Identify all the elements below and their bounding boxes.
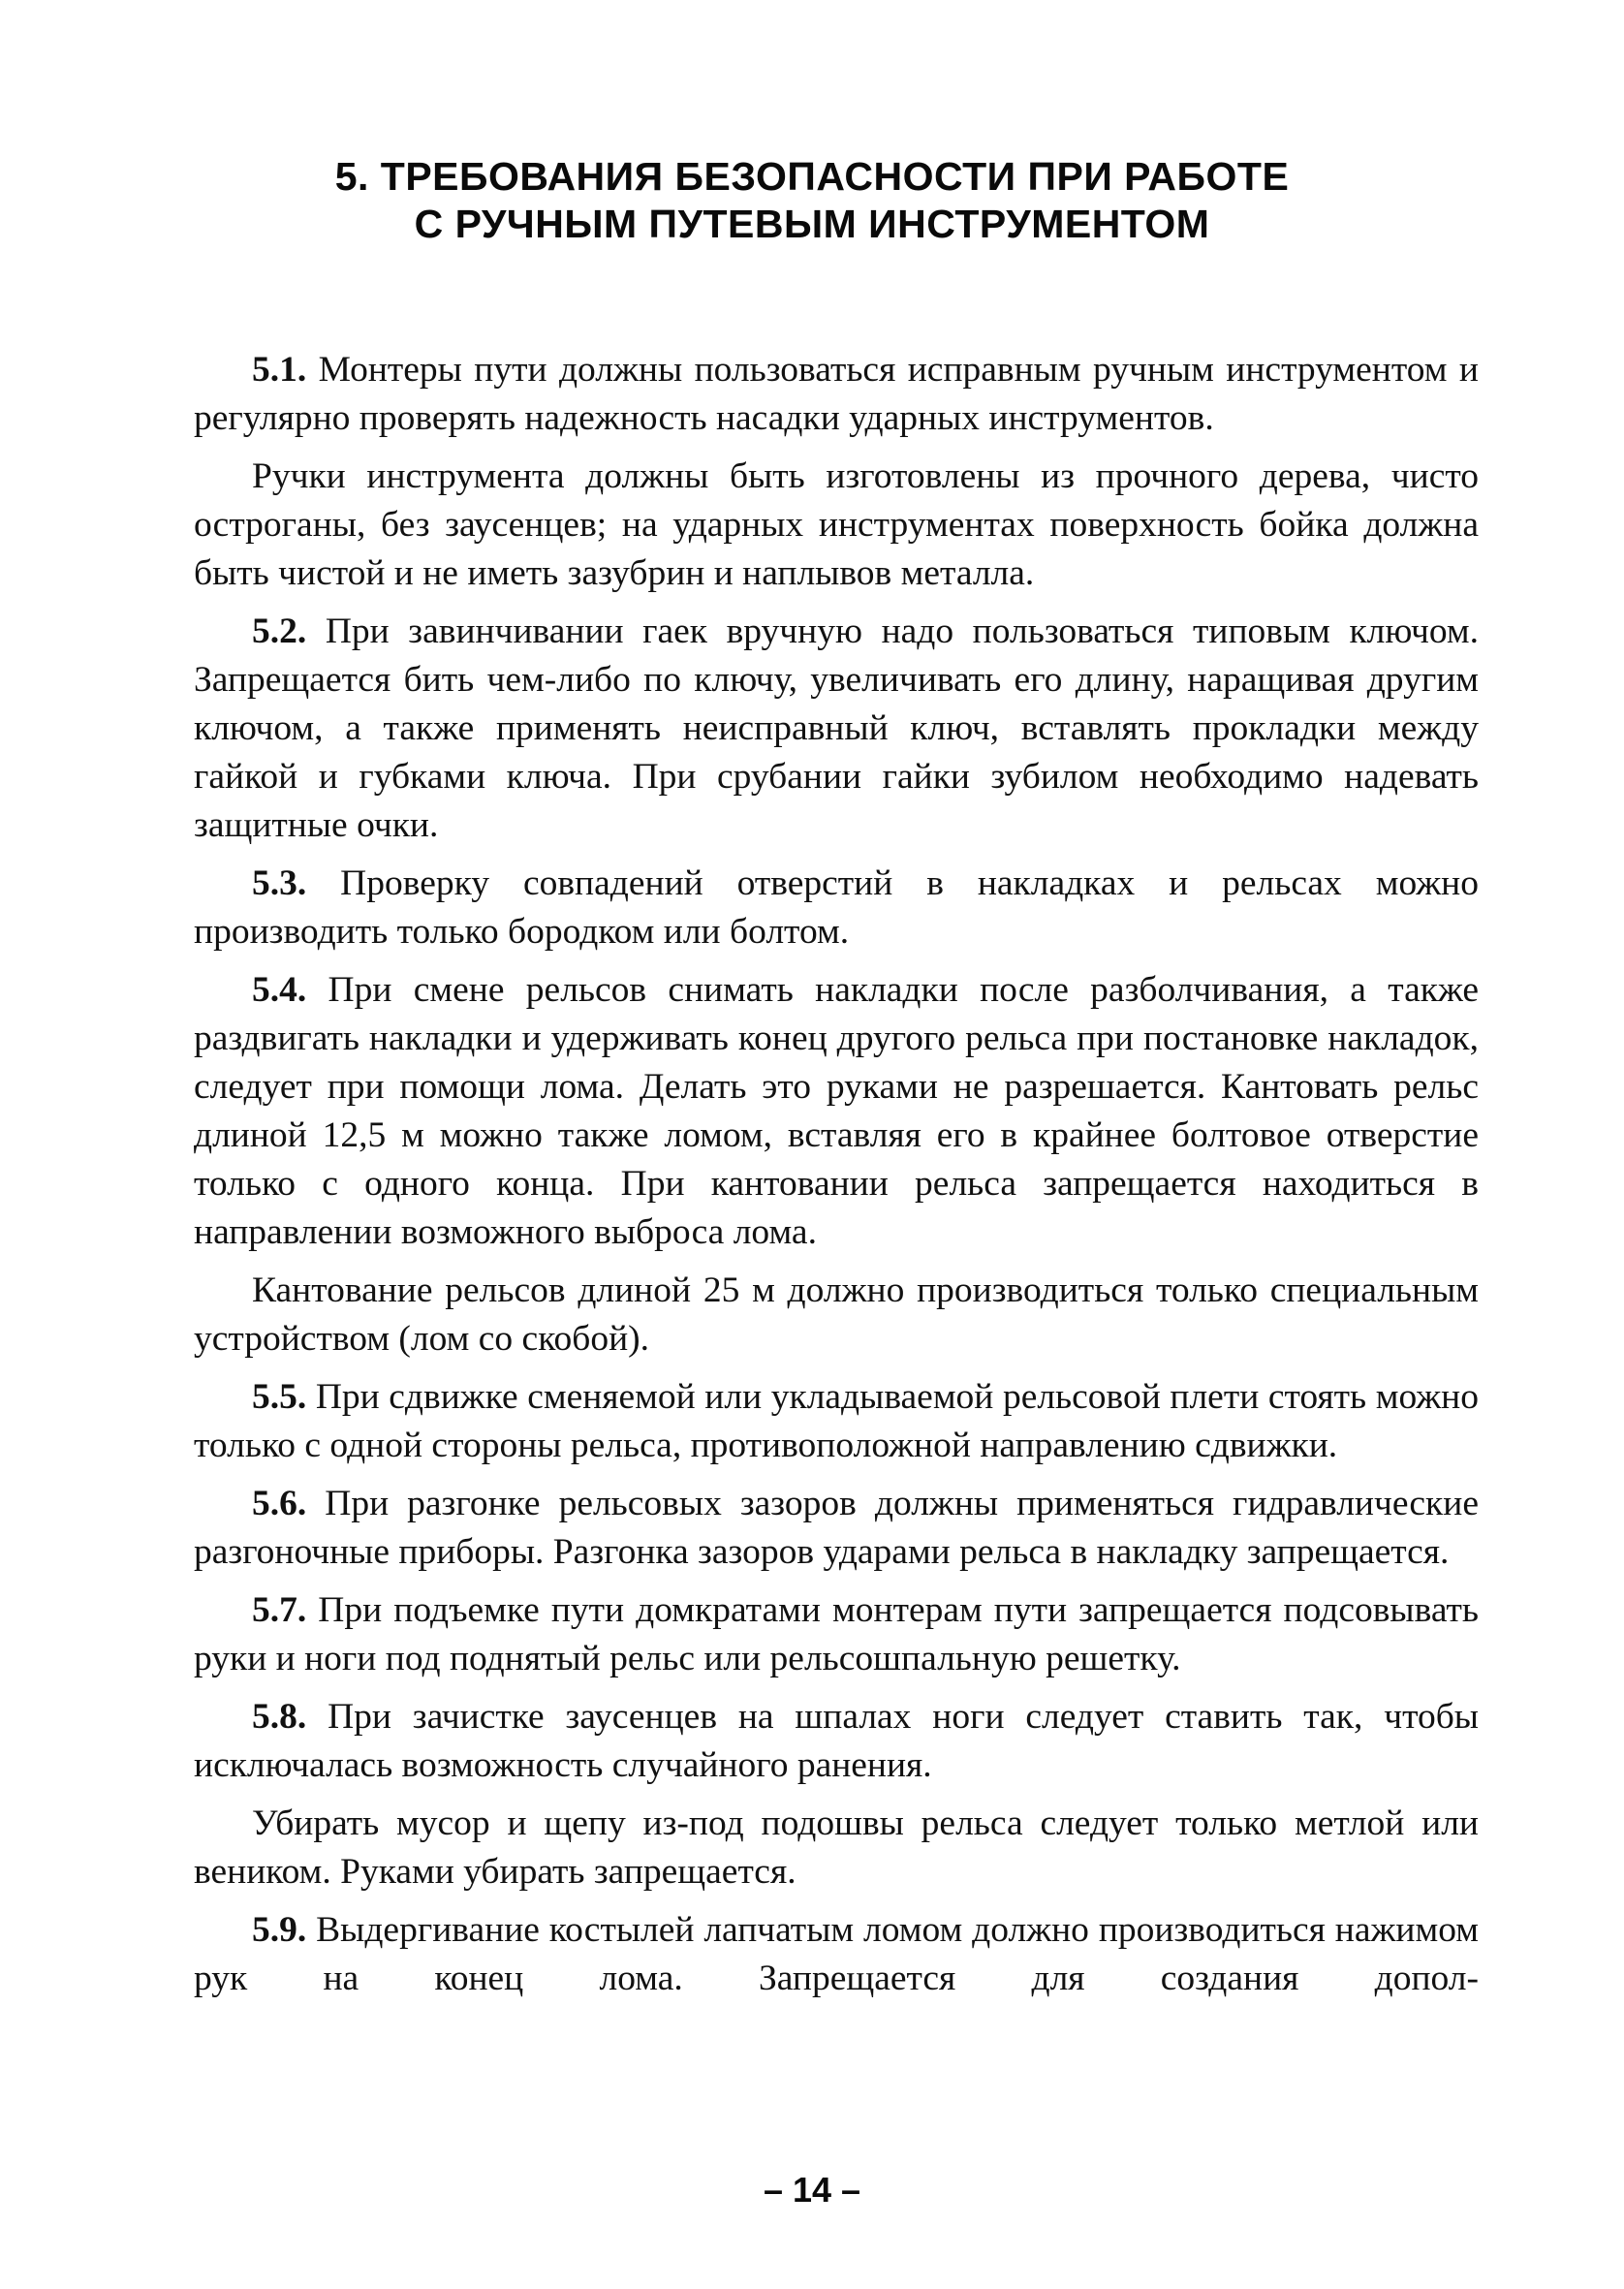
page-number: – 14 – [763, 2170, 861, 2210]
paragraph-text: При сдвижке сменяемой или укладываемой рельсовой плети стоять можно только с одной стороны рельса, противоположной направлению сдвижки. [194, 1377, 1479, 1465]
body-text [194, 346, 1479, 2013]
clause-number: 5.8. [252, 1697, 307, 1737]
paragraph-text: При завинчивании гаек вручную надо пользоваться типовым ключом. Запрещается бить чем-либо по ключу, увеличивать его длину, наращивая другим ключом, а также применять неисправный ключ, вставлять прокладки между гайкой и губками ключа. При срубании гайки зубилом необходимо надевать защитные очки. [194, 611, 1479, 845]
heading-line-2: С РУЧНЫМ ПУТЕВЫМ ИНСТРУМЕНТОМ [414, 202, 1210, 246]
paragraph-5-8-debris [194, 1800, 1479, 1897]
clause-number: 5.1. [252, 350, 307, 390]
paragraph-5-4 [194, 966, 1479, 1257]
paragraph-text: При зачистке заусенцев на шпалах ноги следует ставить так, чтобы исключалась возможность случайного ранения. [194, 1697, 1479, 1785]
paragraph-5-4-long-rails [194, 1267, 1479, 1364]
paragraph-5-2 [194, 608, 1479, 850]
clause-number: 5.3. [252, 863, 307, 903]
paragraph-text: При подъемке пути домкратами монтерам пути запрещается подсовывать руки и ноги под поднятый рельс или рельсошпальную решетку. [194, 1590, 1479, 1678]
paragraph-text: Убирать мусор и щепу из-под подошвы рельса следует только метлой или веником. Руками убирать запрещается. [194, 1803, 1479, 1892]
paragraph-text: Кантование рельсов длиной 25 м должно производиться только специальным устройством (лом со скобой). [194, 1270, 1479, 1359]
paragraph-5-6 [194, 1480, 1479, 1577]
heading-line-1: 5. ТРЕБОВАНИЯ БЕЗОПАСНОСТИ ПРИ РАБОТЕ [334, 154, 1290, 199]
paragraph-text: Проверку совпадений отверстий в накладках и рельсах можно производить только бородком или болтом. [194, 863, 1479, 952]
paragraph-text: Ручки инструмента должны быть изготовлены из прочного дерева, чисто остроганы, без заусенцев; на ударных инструментах поверхность бойка должна быть чистой и не иметь зазубрин и наплывов металла. [194, 456, 1479, 593]
paragraph-text: При смене рельсов снимать накладки после разболчивания, а также раздвигать накладки и удерживать конец другого рельса при постановке накладок, следует при помощи лома. Делать это руками не разрешается. Кантовать рельс длиной 12,5 м можно также ломом, вставляя его в крайнее болтовое отверстие только с одного конца. При кантовании рельса запрещается находиться в направлении возможного выброса лома. [194, 970, 1479, 1252]
paragraph-text: Выдергивание костылей лапчатым ломом должно производиться нажимом рук на конец лома. Запрещается для создания допол- [194, 1910, 1479, 1998]
paragraph-5-7 [194, 1586, 1479, 1683]
clause-number: 5.2. [252, 611, 307, 651]
paragraph-5-9 [194, 1906, 1479, 2003]
clause-number: 5.9. [252, 1910, 307, 1950]
clause-number: 5.4. [252, 970, 307, 1010]
clause-number: 5.5. [252, 1377, 307, 1417]
clause-number: 5.7. [252, 1590, 307, 1630]
paragraph-5-8 [194, 1693, 1479, 1790]
paragraph-5-1-handles [194, 453, 1479, 598]
paragraph-5-1 [194, 346, 1479, 443]
paragraph-text: Монтеры пути должны пользоваться исправным ручным инструментом и регулярно проверять надежность насадки ударных инструментов. [194, 350, 1479, 438]
clause-number: 5.6. [252, 1484, 307, 1523]
paragraph-5-3 [194, 860, 1479, 956]
paragraph-5-5 [194, 1373, 1479, 1470]
section-heading [0, 153, 1624, 248]
paragraph-text: При разгонке рельсовых зазоров должны применяться гидравлические разгоночные приборы. Разгонка зазоров ударами рельса в накладку запрещается. [194, 1484, 1479, 1572]
